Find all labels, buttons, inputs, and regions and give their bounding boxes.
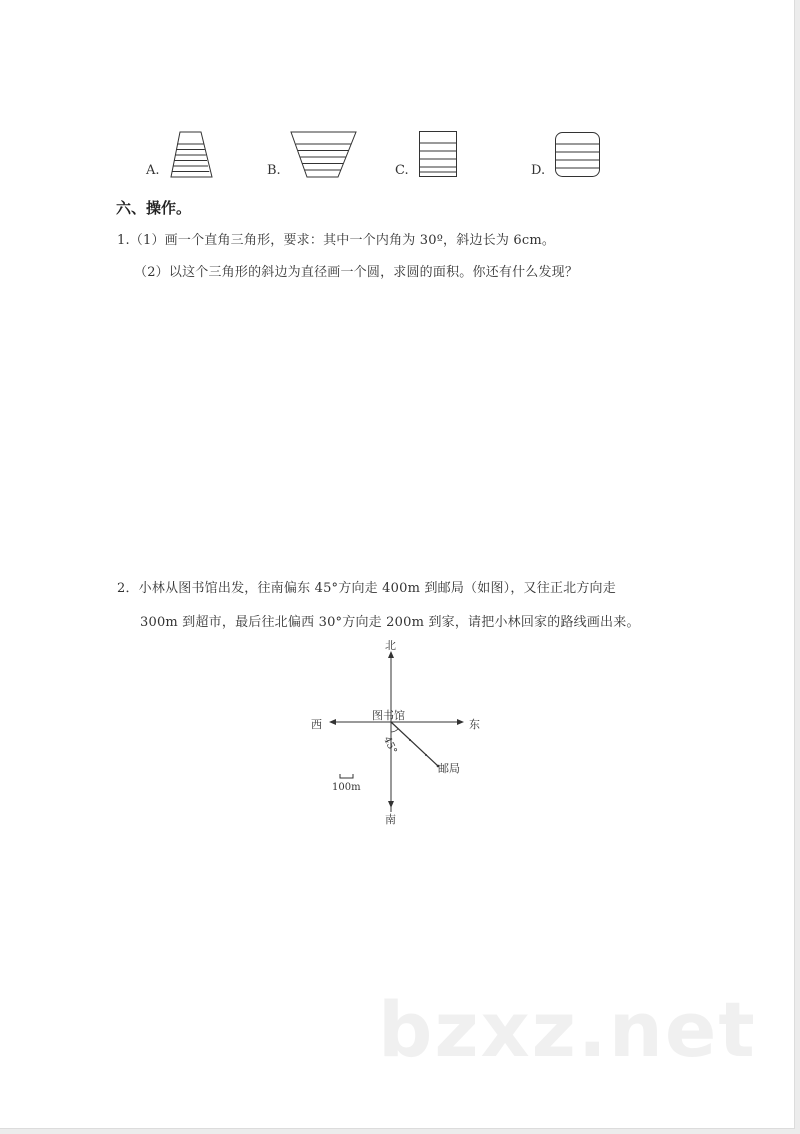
option-d-label: D. — [531, 163, 546, 178]
library-label: 图书馆 — [372, 709, 405, 722]
scale-label: 100m — [332, 782, 361, 793]
watermark: bzxz.net — [378, 985, 757, 1074]
compass-axes — [300, 635, 500, 835]
option-b-figure — [290, 131, 358, 178]
option-c-figure — [419, 131, 459, 178]
option-b-label: B. — [267, 163, 281, 178]
angle-label: 45° — [381, 735, 399, 756]
north-label: 北 — [385, 639, 396, 652]
option-a-label: A. — [146, 163, 160, 178]
section-title: 六、操作。 — [116, 199, 192, 217]
compass-diagram — [300, 635, 500, 835]
question-1-part-2: （2）以这个三角形的斜边为直径画一个圆，求圆的面积。你还有什么发现？ — [134, 265, 579, 280]
option-c-label: C. — [395, 163, 409, 178]
question-2-line-2: 300m 到超市，最后往北偏西 30°方向走 200m 到家，请把小林回家的路线画出来。 — [140, 615, 640, 630]
east-label: 东 — [469, 718, 480, 731]
south-label: 南 — [385, 813, 396, 826]
west-label: 西 — [311, 718, 322, 731]
post-office-label: 邮局 — [438, 762, 460, 775]
question-2-line-1: 2．小林从图书馆出发，往南偏东 45°方向走 400m 到邮局（如图），又往正北方向走 — [117, 581, 616, 596]
option-d-figure — [555, 132, 601, 178]
option-a-figure — [170, 131, 214, 178]
question-1-part-1: 1.（1）画一个直角三角形，要求：其中一个内角为 30º，斜边长为 6cm。 — [117, 233, 556, 248]
